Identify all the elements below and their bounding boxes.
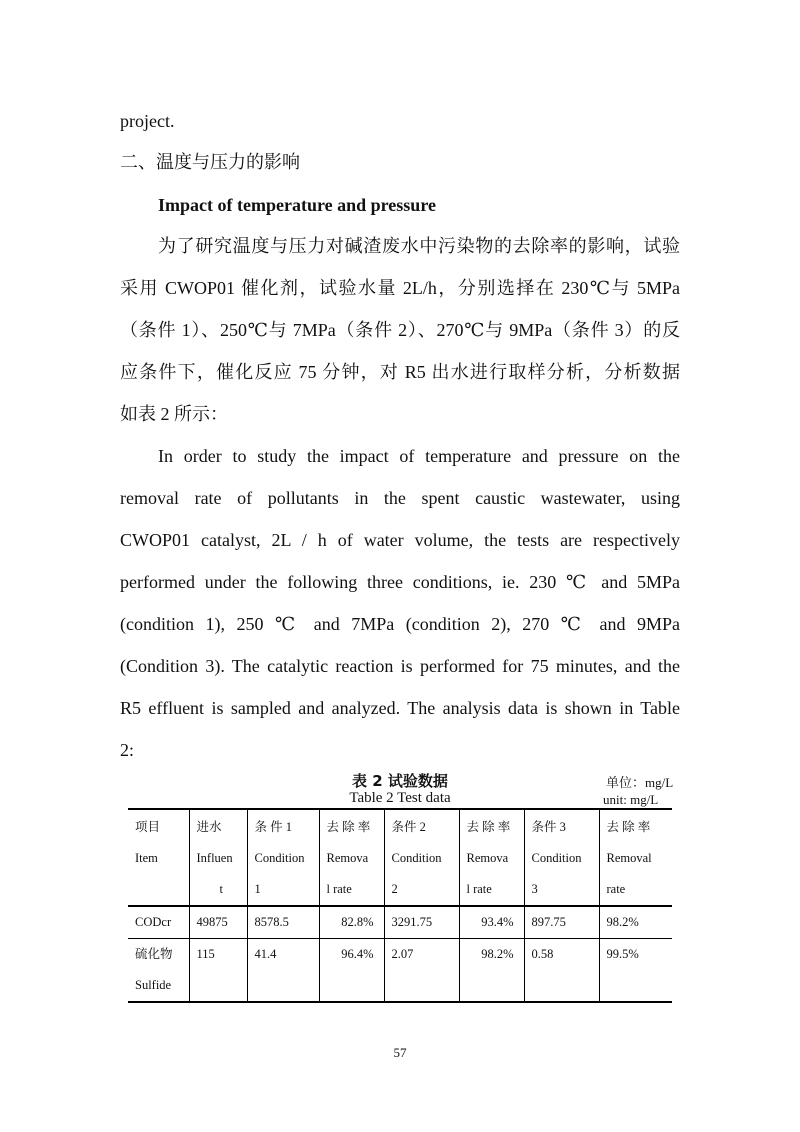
en-paragraph-line: CWOP01 catalyst, 2L / h of water volume, the tests are respectively — [120, 530, 680, 550]
test-data-table — [128, 808, 672, 1003]
table-cell: 2.07 — [384, 939, 459, 1003]
table-cell: 98.2% — [599, 906, 672, 939]
zh-paragraph-line: 为了研究温度与压力对碱渣废水中污染物的去除率的影响，试验 — [158, 236, 680, 256]
table-cell: 3291.75 — [384, 906, 459, 939]
table-cell: 8578.5 — [247, 906, 319, 939]
zh-paragraph-line: 如表 2 所示： — [120, 404, 228, 424]
table-header-cell: 条件 2 Condition 2 — [384, 809, 459, 906]
table-cell: 99.5% — [599, 939, 672, 1003]
table-header-row — [128, 809, 672, 906]
en-paragraph-line: R5 effluent is sampled and analyzed. The analysis data is shown in Table — [120, 698, 680, 718]
table-cell: 41.4 — [247, 939, 319, 1003]
table-caption-en: Table 2 Test data — [349, 790, 451, 806]
table-unit-en: unit: mg/L — [603, 792, 659, 807]
en-paragraph-line: In order to study the impact of temperature and pressure on the — [158, 446, 680, 466]
table-header-cell: 条件 3 Condition 3 — [524, 809, 599, 906]
table-cell: 96.4% — [319, 939, 384, 1003]
en-paragraph-line: (Condition 3). The catalytic reaction is performed for 75 minutes, and the — [120, 656, 680, 676]
table-header-cell: 去 除 率 Remova l rate — [319, 809, 384, 906]
table-cell: 49875 — [189, 906, 247, 939]
en-paragraph-line: 2: — [120, 740, 135, 760]
table-cell: 93.4% — [459, 906, 524, 939]
table-cell: 98.2% — [459, 939, 524, 1003]
table-cell: 硫化物 Sulfide — [128, 939, 189, 1003]
table-cell: 0.58 — [524, 939, 599, 1003]
table-header-cell: 进水 Influen t — [189, 809, 247, 906]
text-line: project. — [120, 111, 175, 131]
table-cell: CODcr — [128, 906, 189, 939]
table-header-cell: 去 除 率 Removal rate — [599, 809, 672, 906]
section-heading-zh: 二、温度与压力的影响 — [120, 152, 300, 173]
en-paragraph-line: (condition 1), 250 ℃ and 7MPa (condition 2), 270 ℃ and 9MPa — [120, 614, 680, 634]
table-header-cell: 去 除 率 Remova l rate — [459, 809, 524, 906]
table-header-cell: 项目 Item — [135, 820, 161, 865]
table-caption-zh: 表 2 试验数据 — [352, 772, 448, 790]
table-cell: 115 — [189, 939, 247, 1003]
table-cell: 897.75 — [524, 906, 599, 939]
en-paragraph-line: removal rate of pollutants in the spent caustic wastewater, using — [120, 488, 680, 508]
table-unit-zh: 单位：mg/L — [606, 775, 674, 790]
table-row — [128, 906, 672, 939]
zh-paragraph-line: （条件 1）、250℃与 7MPa（条件 2）、270℃与 9MPa（条件 3）的反 — [120, 320, 680, 340]
en-paragraph-line: performed under the following three conditions, ie. 230 ℃ and 5MPa — [120, 572, 680, 592]
table-header-cell: 条 件 1 Condition 1 — [247, 809, 319, 906]
zh-paragraph-line: 采用 CWOP01 催化剂，试验水量 2L/h，分别选择在 230℃与 5MPa — [120, 278, 680, 298]
zh-paragraph-line: 应条件下，催化反应 75 分钟，对 R5 出水进行取样分析，分析数据 — [120, 362, 680, 382]
table-cell: 82.8% — [319, 906, 384, 939]
table-row — [128, 939, 672, 1003]
page-number: 57 — [393, 1045, 407, 1060]
section-heading-en: Impact of temperature and pressure — [158, 195, 436, 215]
